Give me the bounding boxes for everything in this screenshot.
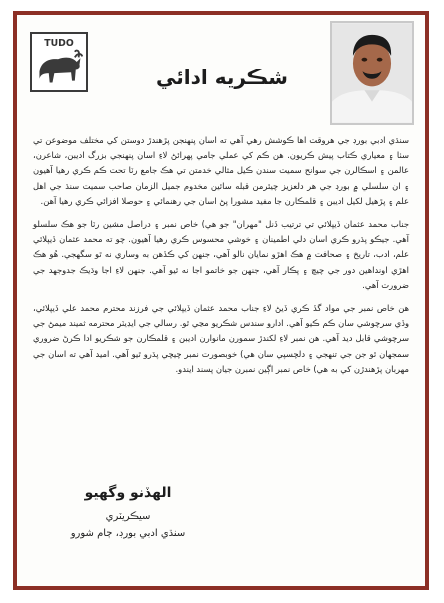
logo-text: TUDO — [44, 38, 74, 50]
signature-block — [53, 485, 203, 539]
paragraph-2: جناب محمد عثمان ڏيپلائي تي ترتيب ڏنل "مهران" جو هي) خاص نمبر ۽ دراصل مشين رٽا جو هڪ سلسلو آهي. جيڪو پڌرو ڪري اسان دلي اطمينان ۽ خوشي محسوس ڪري رهيا آهيون. چو ته محمد عثمان ڏيپلائي علم، ادب، تاريخ ۽ صحافت ۾ هڪ اهڙو نمايان نالو آهي، جنهن کي ڪڏهن به وساري نه ٿو سگهجي. هُو هڪ اهڙي اونداهين دور جي چيچ ۽ پڪار آهي، جنهن جو خاتمو اجا نه ٿيو آهي. جنهن لاءِ اجا وڌيڪ جدوجهد جي ضرورت آهي. — [33, 219, 409, 290]
paragraph-3: هن خاص نمبر جي مواد گڏ ڪري ڏيڻ لاءِ جناب محمد عثمان ڏيپلائي جي فرزند محترم محمد علي ڏيپلائي، وڏي سرچوشي سان ڪم ڪيو آهي. ادارو سندس شڪريو مڃي ٿو. رسالي جي ايڊيٽر محترمه ثميند ميمڻ جي سرچوشي قابل ديد آهي. هن نمبر لاءِ لکندڙ سمورن مانوارن اديبن ۽ قلمڪارن جو شڪريو ادا ڪرڻ ضروري سمجهان ٿو جن جي تنهجي ۽ دلچسپي سان هي) خوبصورت نمبر چيچي پڌرو ٿيو آهي. اميد آهي ته اسان جي مهربان پڙهندڙن کي به هي) خاص نمبر اڳين نمبرن جيان پسند ايندو. — [33, 303, 409, 374]
page-frame — [13, 11, 429, 590]
signatory-title: سيڪريٽري — [105, 511, 151, 522]
bull-seal-icon — [30, 32, 88, 92]
paragraph-1: سنڌي ادبي بورڊ جي هروقت اها ڪوشش رهي آهي ته اسان پنهنجن پڙهندڙ دوستن کي مختلف موضوعن تي سٺا ۽ معياري ڪتاب پيش ڪريون. هن ڪم کي عملي جامي پهرائڻ لاءِ اسان پنهنجي بزرگ اديبن، شاعرن، عالمن ۽ اسڪالرن جي سوانح سميت سندن ڪيل مثالي خدمتن تي هڪ جامع رٽا تحت ڪم ڪري رهيا آهيون ۽ ان سلسلي ۾ بورڊ جي هر دلعزيز چيئرمن قبله سائين مخدوم جميل الزمان صاحب سميت سنڌ جي اهل علم ۽ پڙهيل لکيل اديبن ۽ قلمڪارن جا مفيد مشورا پڻ اسان جي رهنمائي ۽ حوصلا افزائي ڪري رهيا آهن. — [33, 135, 409, 206]
signatory-organization: سنڌي ادبي بورڊ، ڄام شورو — [70, 528, 186, 539]
acknowledgement-body — [33, 133, 409, 385]
portrait-photo — [330, 21, 414, 125]
signatory-name: الهڏنو وگهيو — [84, 485, 172, 501]
page-title: شڪريه ادائي — [156, 65, 288, 89]
